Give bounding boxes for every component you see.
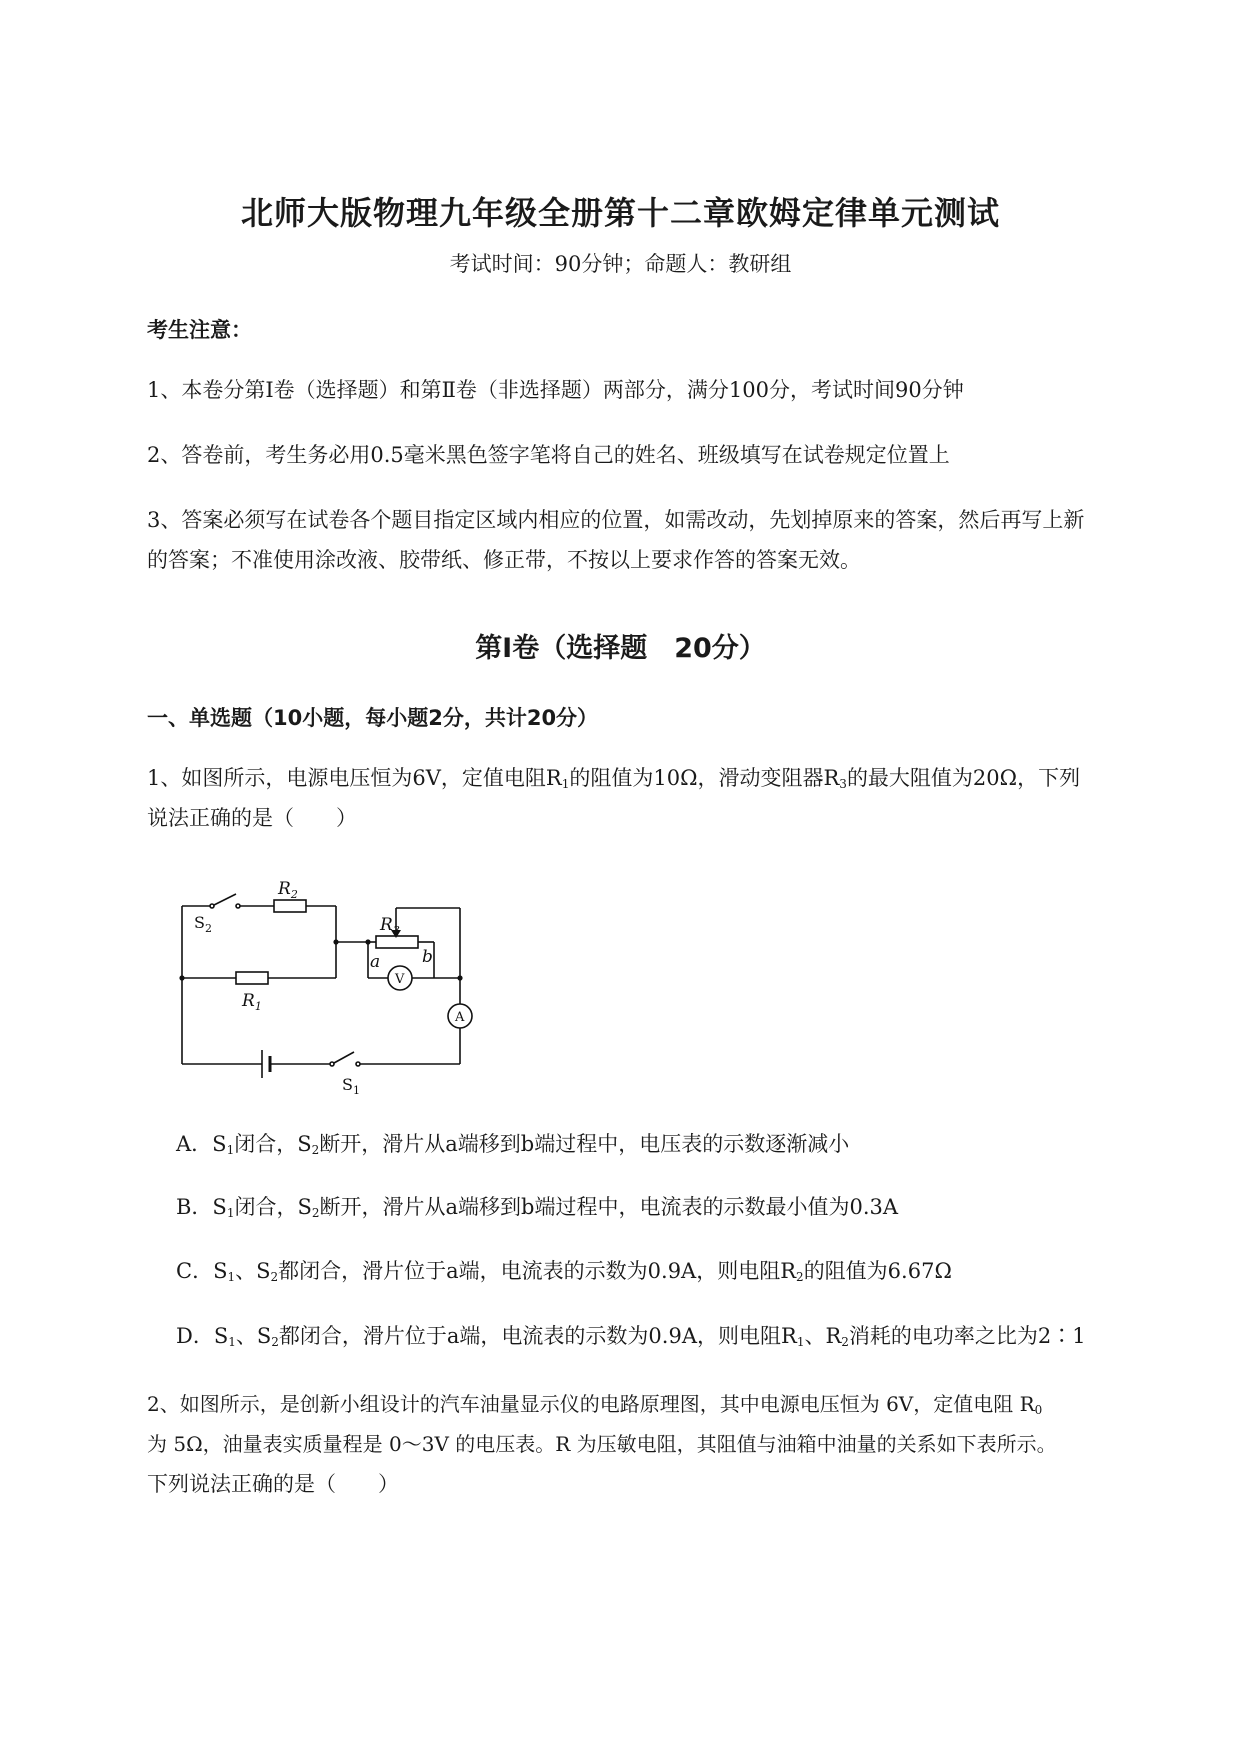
q1-stem-line2: 说法正确的是（ ） <box>147 806 357 830</box>
q1-circuit-diagram <box>170 866 490 1096</box>
q1-stem-line1: 1、如图所示，电源电压恒为6V，定值电阻$R_1$的阻值为10Ω，滑动变阻器$R_3$的最大阻值为20Ω，下列 <box>147 766 1081 791</box>
label-s1: $S_1$ <box>342 1075 360 1096</box>
ammeter-label: A <box>455 1010 465 1025</box>
notice-item-1: 1、本卷分第Ⅰ卷（选择题）和第Ⅱ卷（非选择题）两部分，满分100分，考试时间90分钟 <box>147 378 964 402</box>
label-b: b <box>422 947 433 967</box>
notice-heading: 考生注意： <box>147 318 252 342</box>
label-a: a <box>370 952 381 972</box>
notice-item-3: 3、答案必须写在试卷各个题目指定区域内相应的位置，如需改动，先划掉原来的答案，然后再写上新 <box>147 508 1085 532</box>
q2-stem-line3: 下列说法正确的是（ ） <box>147 1472 399 1496</box>
q1-option-c[interactable]: C．$S_1$、$S_2$都闭合，滑片位于a端，电流表的示数为0.9A，则电阻$R_2$的阻值为6.67Ω <box>176 1259 952 1284</box>
q1-option-b[interactable]: B．$S_1$闭合，$S_2$断开，滑片从a端移到b端过程中，电流表的示数最小值为0.3A <box>176 1195 899 1220</box>
q2-stem-line2: 为 5Ω，油量表实质量程是 0～3V 的电压表。R 为压敏电阻，其阻值与油箱中油量的关系如下表所示。 <box>147 1432 1057 1456</box>
voltmeter-label: V <box>395 972 405 987</box>
notice-item-3-cont: 的答案；不准使用涂改液、胶带纸、修正带，不按以上要求作答的答案无效。 <box>147 548 861 572</box>
page-subtitle: 考试时间：90分钟；命题人：教研组 <box>449 252 792 276</box>
label-r1: $R_1$ <box>242 991 262 1013</box>
notice-item-2: 2、答卷前，考生务必用0.5毫米黑色签字笔将自己的姓名、班级填写在试卷规定位置上 <box>147 443 950 467</box>
q1-option-d[interactable]: D．$S_1$、$S_2$都闭合，滑片位于a端，电流表的示数为0.9A，则电阻$R_1$、$R_2$消耗的电功率之比为2∶1 <box>176 1324 1086 1349</box>
section-title: 第Ⅰ卷（选择题 20分） <box>475 633 766 664</box>
part-heading: 一、单选题（10小题，每小题2分，共计20分） <box>147 706 599 730</box>
q2-stem-line1: 2、如图所示，是创新小组设计的汽车油量显示仪的电路原理图，其中电源电压恒为 6V，定值电阻 $R_0$ <box>147 1392 1043 1417</box>
label-s2: $S_2$ <box>194 913 212 935</box>
label-r3: $R_3$ <box>380 915 400 937</box>
page-title: 北师大版物理九年级全册第十二章欧姆定律单元测试 <box>240 194 1000 232</box>
q1-option-a[interactable]: A．$S_1$闭合，$S_2$断开，滑片从a端移到b端过程中，电压表的示数逐渐减小 <box>176 1132 850 1157</box>
label-r2: $R_2$ <box>278 879 298 901</box>
